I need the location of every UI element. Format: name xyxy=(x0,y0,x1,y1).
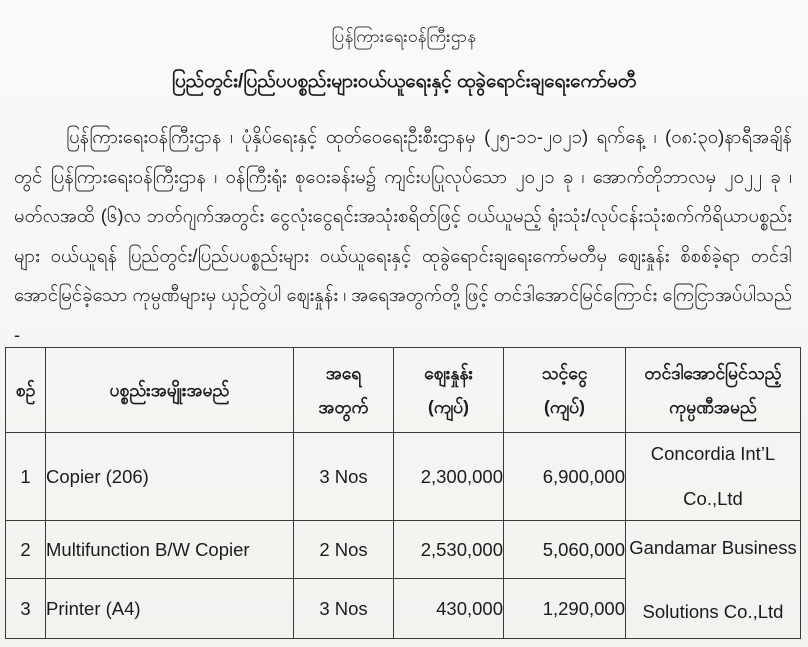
row1-unit-price: 2,300,000 xyxy=(394,433,504,521)
header-unit-price-line2: (ကျပ်) xyxy=(428,397,469,417)
header-serial xyxy=(6,348,46,433)
header-winning-company xyxy=(626,348,801,433)
row3-unit-price: 430,000 xyxy=(394,579,504,639)
row1-company-line2: Co.,Ltd xyxy=(683,487,743,509)
ministry-title: ပြန်ကြားရေးဝန်ကြီးဌာန xyxy=(331,27,477,46)
row3-serial: 3 xyxy=(6,579,46,639)
row1-company-line1: Concordia Int’L xyxy=(650,443,776,464)
header-total-amount-line1: သင့်ငွေ xyxy=(541,363,588,383)
tender-results-table xyxy=(5,347,801,639)
merged-company-line2: Solutions Co.,Ltd xyxy=(642,600,784,622)
header-unit-price xyxy=(394,348,504,433)
row2-total-amount: 5,060,000 xyxy=(504,521,626,579)
header-quantity-line2: အတွက် xyxy=(318,397,369,417)
table-row xyxy=(6,433,801,521)
row3-item: Printer (A4) xyxy=(46,579,294,639)
row2-quantity: 2 Nos xyxy=(294,521,394,579)
header-unit-price-line1: ဈေးနှုန်း xyxy=(424,363,473,383)
header-quantity xyxy=(294,348,394,433)
row3-total-amount: 1,290,000 xyxy=(504,579,626,639)
committee-subtitle: ပြည်တွင်း/ပြည်ပပစ္စည်းများဝယ်ယူရေးနှင့် ထုခွဲရောင်းချရေးကော်မတီ xyxy=(171,71,637,92)
announcement-paragraph: ပြန်ကြားရေးဝန်ကြီးဌာန ၊ ပုံနှိပ်ရေးနှင့် ထုတ်ဝေရေးဦးစီးဌာနမှ (၂၅-၁၁-၂၀၂၁) ရက်နေ့ ၊ (၀၈:၃၀)နာရီအချိန်တွင် ပြန်ကြားရေးဝန်ကြီးဌာန ၊ ဝန်ကြီးရုံး စုဝေးခန်းမ၌ ကျင်းပပြုလုပ်သော ၂၀၂၁ ခု ၊ အောက်တိုဘာလမှ ၂၀၂၂ ခု ၊ မတ်လအထိ (၆)လ ဘတ်ဂျက်အတွင်း ငွေလုံးငွေရင်းအသုံးစရိတ်ဖြင့် ဝယ်ယူမည့် ရုံးသုံး/လုပ်ငန်းသုံးစက်ကိရိယာပစ္စည်းများ ဝယ်ယူရန် ပြည်တွင်း/ပြည်ပပစ္စည်းများ ဝယ်ယူရေးနှင့် ထုခွဲရောင်းချရေးကော်မတီမှ ဈေးနှုန်း စိစစ်ခဲ့ရာ တင်ဒါအောင်မြင်ခဲ့သော ကုမ္ပဏီများမှ ယှဉ်တွဲပါ ဈေးနှုန်း ၊ အရေအတွက်တို့ဖြင့် တင်ဒါအောင်မြင်ကြောင်း ကြေငြာအပ်ပါသည် - xyxy=(14,126,792,345)
row1-company xyxy=(626,433,801,521)
table-row xyxy=(6,521,801,579)
header-item-name xyxy=(46,348,294,433)
table-header-row xyxy=(6,348,801,433)
row3-quantity: 3 Nos xyxy=(294,579,394,639)
header-serial-label: စဉ် xyxy=(15,380,36,400)
row1-serial: 1 xyxy=(6,433,46,521)
row1-item: Copier (206) xyxy=(46,433,294,521)
rows2-3-company xyxy=(626,521,801,639)
header-item-label: ပစ္စည်းအမျိုးအမည် xyxy=(109,380,230,400)
header-quantity-line1: အရေ xyxy=(325,363,362,383)
merged-company-line1: Gandamar Business xyxy=(629,536,797,558)
row1-quantity: 3 Nos xyxy=(294,433,394,521)
row2-serial: 2 xyxy=(6,521,46,579)
row1-total-amount: 6,900,000 xyxy=(504,433,626,521)
row2-item: Multifunction B/W Copier xyxy=(46,521,294,579)
header-winning-company-line1: တင်ဒါအောင်မြင်သည့် xyxy=(644,363,782,383)
header-total-amount-line2: (ကျပ်) xyxy=(544,397,585,417)
header-total-amount xyxy=(504,348,626,433)
header-winning-company-line2: ကုမ္ပဏီအမည် xyxy=(669,397,757,417)
row2-unit-price: 2,530,000 xyxy=(394,521,504,579)
